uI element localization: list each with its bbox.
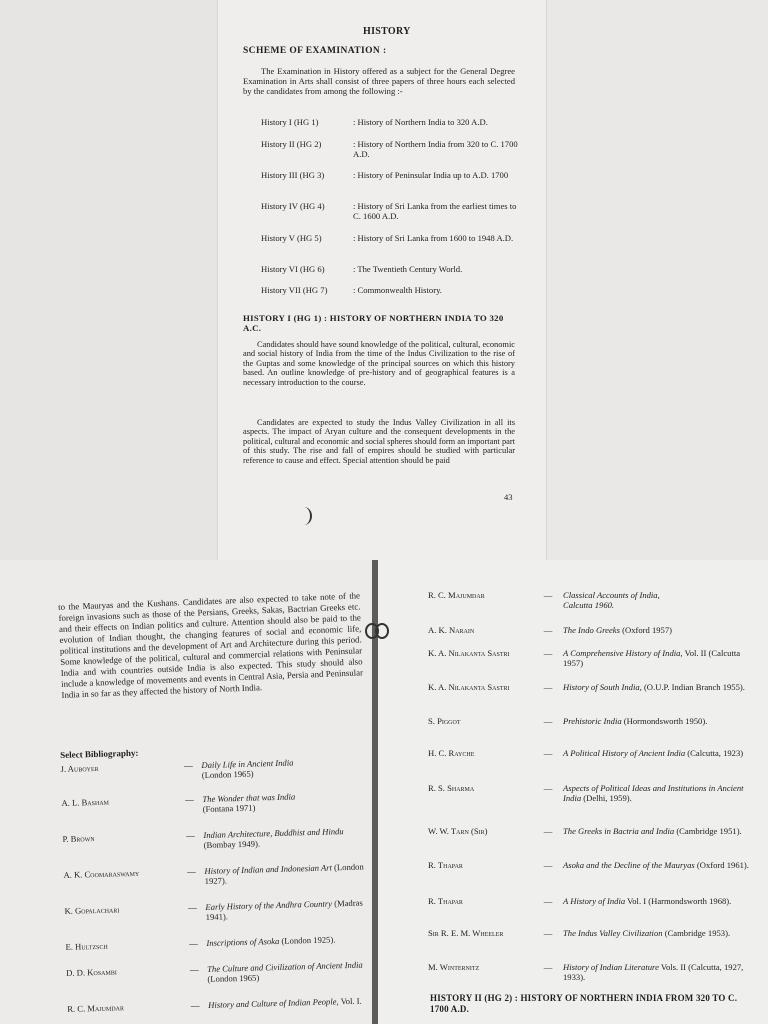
entry-title: A History of India	[563, 896, 626, 906]
bibliography-entry: A. K. Coomaraswamy — History of Indian and Indonesian Art (London 1927).	[63, 861, 368, 890]
paper-desc: : History of Northern India from 320 to C. 1700 A.D.	[353, 139, 518, 159]
entry-author: A. K. Narain	[428, 625, 475, 635]
bibliography-entry: Sir R. E. M. Wheeler — The Indus Valley Civilization (Cambridge 1953).	[428, 928, 731, 938]
paper-code: History I (HG 1)	[261, 117, 319, 127]
bibliography-left	[60, 741, 372, 1013]
entry-author: Sir R. E. M. Wheeler	[428, 928, 504, 938]
entry-title: History and Culture of Indian People,	[208, 996, 339, 1010]
entry-publisher: (London 1965)	[207, 972, 260, 984]
paper-row	[261, 170, 521, 180]
bibliography-entry: A. L. Basham — The Wonder that was India (Fontana 1971)	[61, 789, 366, 818]
entry-author: R. C. Majumdar	[67, 1002, 125, 1014]
paper-row	[261, 285, 521, 295]
entry-publisher: Calcutta 1960.	[563, 600, 615, 610]
paper-desc: : Commonwealth History.	[353, 285, 442, 295]
page-number: 43	[504, 492, 513, 502]
entry-title: Indian Architecture, Buddhist and Hindu	[203, 826, 344, 841]
entry-publisher: (Calcutta, 1923)	[687, 748, 744, 758]
paper-code: History VII (HG 7)	[261, 285, 328, 295]
paper-code: History III (HG 3)	[261, 170, 325, 180]
bibliography-entry: K. Gopalachari — Early History of the Andhra Country (Madras 1941).	[64, 897, 369, 926]
intro-paragraph: The Examination in History offered as a subject for the General Degree Examination in Arts shall consist of three papers of three hours each selected by the candidates from among the following :-	[243, 66, 515, 96]
entry-author: K. A. Nilakanta Sastri	[428, 682, 510, 692]
entry-title: Aspects of Political Ideas and Institutions in Ancient India	[563, 783, 744, 803]
entry-author: H. C. Rayche	[428, 748, 475, 758]
entry-publisher: Vol. I (Harmondsworth 1968).	[627, 896, 732, 906]
entry-publisher: (O.U.P. Indian Branch 1955).	[643, 682, 745, 692]
entry-publisher: (Cambridge 1953).	[664, 928, 731, 938]
entry-title: The Indus Valley Civilization	[563, 928, 663, 938]
bibliography-entry: H. C. Rayche — A Political History of Ancient India (Calcutta, 1923)	[428, 748, 744, 758]
entry-publisher: (Fontana 1971)	[202, 802, 256, 815]
paper-desc: : History of Sri Lanka from 1600 to 1948 A.D.	[353, 233, 514, 243]
paper-code: History IV (HG 4)	[261, 201, 325, 211]
entry-author: P. Brown	[62, 833, 95, 844]
paper-desc: : The Twentieth Century World.	[353, 264, 463, 274]
scheme-heading: SCHEME OF EXAMINATION :	[243, 46, 387, 56]
bibliography-entry: E. Hultzsch — Inscriptions of Asoka (London 1925).	[65, 934, 336, 952]
paper-desc: : History of Sri Lanka from the earliest times to C. 1600 A.D.	[353, 201, 517, 221]
paper-desc: : History of Northern India to 320 A.D.	[353, 117, 488, 127]
entry-author: K. A. Nilakanta Sastri	[428, 648, 510, 658]
scan-margin-right	[546, 0, 768, 560]
entry-title: History of South India,	[563, 682, 642, 692]
bibliography-entry: D. D. Kosambi — The Culture and Civilization of Ancient India (London 1965)	[66, 959, 371, 988]
entry-title: Inscriptions of Asoka	[206, 935, 280, 948]
paper-code: History VI (HG 6)	[261, 264, 325, 274]
bibliography-entry: M. Winternitz — History of Indian Literature Vols. II (Calcutta, 1927, 1933).	[428, 962, 744, 982]
entry-author: W. W. Tarn (Sir)	[428, 826, 488, 836]
entry-author: S. Piggot	[428, 716, 461, 726]
punch-hole-mark	[296, 507, 312, 525]
bibliography-entry: R. S. Sharma — Aspects of Political Ideas and Institutions in Ancient India (Delhi, 1959).	[428, 783, 744, 803]
entry-author: A. K. Coomaraswamy	[63, 867, 140, 880]
entry-author: J. Auboyer	[60, 762, 99, 774]
entry-title: A Comprehensive History of India,	[563, 648, 683, 658]
entry-publisher: (London 1965)	[201, 768, 254, 781]
bibliography-entry: R. Thapar — Asoka and the Decline of the Mauryas (Oxford 1961).	[428, 860, 749, 870]
paper-row	[261, 264, 521, 274]
paper-row	[261, 139, 521, 159]
entry-publisher: Vol. II (Calcutta 1957)	[563, 648, 741, 668]
bibliography-heading: Select Bibliography:	[60, 747, 139, 760]
binder-clip-icon	[364, 622, 390, 640]
paper-code: History II (HG 2)	[261, 139, 322, 149]
entry-title: The Culture and Civilization of Ancient India	[207, 959, 363, 974]
entry-author: R. S. Sharma	[428, 783, 475, 793]
entry-author: A. L. Basham	[61, 796, 110, 808]
paper-row	[261, 201, 521, 221]
bibliography-entry: R. C. Majumdar — History and Culture of Indian People, Vol. I.	[67, 995, 362, 1014]
entry-title: The Wonder that was India	[202, 791, 296, 805]
bibliography-entry: J. Auboyer — Daily Life in Ancient India (London 1965)	[60, 755, 365, 784]
entry-title: Early History of the Andhra Country	[205, 898, 333, 912]
entry-publisher: (Cambridge 1951).	[676, 826, 742, 836]
entry-author: D. D. Kosambi	[66, 966, 117, 978]
entry-title: A Political History of Ancient India	[563, 748, 686, 758]
next-section-title: HISTORY II (HG 2) : HISTORY OF NORTHERN INDIA FROM 320 TO C. 1700 A.D.	[430, 993, 738, 1014]
entry-title: History of Indian Literature	[563, 962, 659, 972]
section-title: HISTORY I (HG 1) : HISTORY OF NORTHERN INDIA TO 320 A.C.	[243, 313, 504, 333]
scan-margin-left	[0, 0, 218, 560]
bibliography-entry: R. C. Majumdar — Classical Accounts of India, Calcutta 1960.	[428, 590, 660, 610]
bibliography-entry: R. Thapar — A History of India Vol. I (Harmondsworth 1968).	[428, 896, 732, 906]
entry-publisher: (London 1925).	[281, 934, 336, 946]
paper-desc: : History of Peninsular India up to A.D. 1700	[353, 170, 509, 180]
entry-publisher: Vols. II (Calcutta, 1927, 1933).	[563, 962, 744, 982]
entry-title: The Greeks in Bactria and India	[563, 826, 675, 836]
entry-title: The Indo Greeks	[563, 625, 620, 635]
entry-author: R. C. Majumdar	[428, 590, 485, 600]
bibliography-entry: K. A. Nilakanta Sastri — A Comprehensive History of India, Vol. II (Calcutta 1957)	[428, 648, 741, 668]
entry-title: Daily Life in Ancient India	[201, 757, 294, 771]
bibliography-entry: K. A. Nilakanta Sastri — History of South India, (O.U.P. Indian Branch 1955).	[428, 682, 745, 692]
entry-title: History of Indian and Indonesian Art	[204, 862, 333, 877]
entry-title: Classical Accounts of India,	[563, 590, 660, 600]
entry-publisher: (Oxford 1957)	[622, 625, 673, 635]
body-paragraph: Candidates are expected to study the Indus Valley Civilization in all its aspects. The impact of Aryan culture and the consequent developments in the political, cultural and economic and social spheres should form an important part of this study. The rise and fall of empires should be studied with particular reference to cause and effect. Special attention should be paid	[243, 418, 515, 465]
paper-row	[261, 117, 521, 127]
entry-author: E. Hultzsch	[65, 940, 108, 952]
entry-author: R. Thapar	[428, 896, 463, 906]
bibliography-entry: A. K. Narain — The Indo Greeks (Oxford 1957)	[428, 625, 673, 635]
entry-title: Prehistoric India	[563, 716, 622, 726]
entry-publisher: (Delhi, 1959).	[583, 793, 632, 803]
entry-author: R. Thapar	[428, 860, 463, 870]
entry-title: Asoka and the Decline of the Mauryas	[563, 860, 695, 870]
entry-publisher: (Bombay 1949).	[203, 838, 261, 851]
entry-publisher: (London 1927).	[204, 861, 364, 887]
entry-publisher: (Madras 1941).	[205, 897, 363, 922]
page-title: HISTORY	[363, 26, 411, 37]
entry-author: K. Gopalachari	[64, 904, 120, 916]
body-paragraph: Candidates should have sound knowledge of the political, cultural, economic and social history of India from the time of the Indus Civilization to the rise of the Guptas and some knowledge of the principal sources on which this history based. An outline knowledge of pre-history and of geographical features is a necessary introduction to the course.	[243, 340, 515, 387]
bibliography-entry: W. W. Tarn (Sir) — The Greeks in Bactria and India (Cambridge 1951).	[428, 826, 742, 836]
bibliography-entry: P. Brown — Indian Architecture, Buddhist and Hindu (Bombay 1949).	[62, 825, 367, 854]
continuation-paragraph: to the Mauryas and the Kushans. Candidates are also expected to take note of the foreign invasions such as those of the Persians, Greeks, Sakas, Bactrian Greeks etc. and their effects on Indian politics and culture. Attention should also be paid to the evolution of Indian thought, the changing features of social and economic life, political institutions and the development of Art and Architecture during this period. Some knowledge of the political, cultural and commercial relations with Peninsular India and with countries outside India is also expected. This study should also include a knowledge of movements and events in Central Asia, Persia and Peninsular India in so far as they affected the history of North India.	[58, 590, 364, 700]
entry-publisher: (Hormondsworth 1950).	[623, 716, 708, 726]
paper-code: History V (HG 5)	[261, 233, 322, 243]
entry-publisher: Vol. I.	[340, 995, 362, 1007]
bibliography-entry: S. Piggot — Prehistoric India (Hormondsworth 1950).	[428, 716, 708, 726]
entry-author: M. Winternitz	[428, 962, 480, 972]
entry-publisher: (Oxford 1961).	[696, 860, 749, 870]
paper-row	[261, 233, 521, 243]
